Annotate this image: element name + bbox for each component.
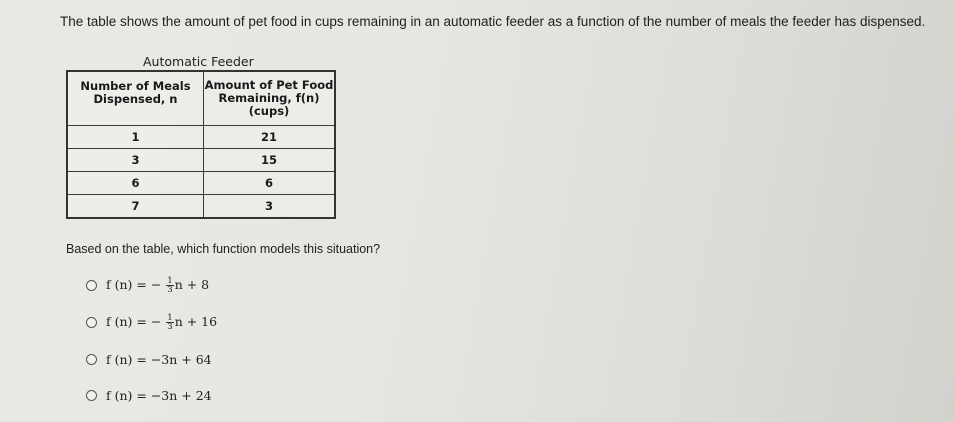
question-prompt: The table shows the amount of pet food in cups remaining in an automatic feeder as a function of the number of meals the feeder has dispensed. — [60, 14, 926, 29]
question-text: Based on the table, which function models this situation? — [66, 242, 381, 256]
header-meals-line1: Number of Meals — [80, 78, 191, 93]
cell-food: 6 — [204, 172, 336, 195]
fraction — [166, 277, 173, 294]
header-meals — [67, 71, 204, 126]
cell-meals: 6 — [67, 172, 204, 195]
choice-d-expression: f (n) = −3n + 24 — [106, 387, 212, 403]
answer-choice-d[interactable] — [86, 386, 212, 404]
cell-meals: 3 — [67, 149, 204, 172]
choice-b-prefix: f (n) = − — [106, 313, 166, 329]
radio-button[interactable] — [86, 390, 97, 401]
fraction-denominator: 3 — [167, 321, 173, 332]
header-food — [204, 71, 336, 126]
table-row — [67, 172, 335, 195]
fraction-numerator: 1 — [167, 275, 173, 286]
answer-choice-a[interactable] — [86, 276, 209, 294]
data-table — [66, 70, 336, 219]
table-title: Automatic Feeder — [143, 54, 254, 69]
fraction-denominator: 3 — [167, 284, 173, 295]
header-food-line3: (cups) — [248, 104, 290, 118]
fraction — [166, 314, 173, 331]
cell-meals: 7 — [67, 195, 204, 219]
radio-button[interactable] — [86, 280, 97, 291]
answer-choice-c[interactable] — [86, 350, 212, 368]
choice-b-expression — [106, 314, 217, 331]
radio-button[interactable] — [86, 317, 97, 328]
choice-a-expression — [106, 277, 209, 294]
fraction-numerator: 1 — [167, 312, 173, 323]
choice-c-expression: f (n) = −3n + 64 — [106, 351, 212, 367]
header-food-line2: Remaining, f(n) — [218, 91, 320, 105]
header-food-line1: Amount of Pet Food — [204, 78, 334, 92]
cell-meals: 1 — [67, 126, 204, 149]
cell-food: 15 — [204, 149, 336, 172]
table-row — [67, 149, 335, 172]
table-row — [67, 195, 335, 219]
table-header-row — [67, 71, 335, 126]
answer-choice-b[interactable] — [86, 313, 217, 331]
radio-button[interactable] — [86, 354, 97, 365]
cell-food: 3 — [204, 195, 336, 219]
header-meals-spacer — [68, 106, 203, 118]
cell-food: 21 — [204, 126, 336, 149]
header-meals-line2: Dispensed, n — [93, 91, 178, 106]
choice-b-suffix: n + 16 — [174, 313, 218, 329]
choice-a-suffix: n + 8 — [174, 276, 210, 292]
table-row — [67, 126, 335, 149]
choice-a-prefix: f (n) = − — [106, 276, 166, 292]
